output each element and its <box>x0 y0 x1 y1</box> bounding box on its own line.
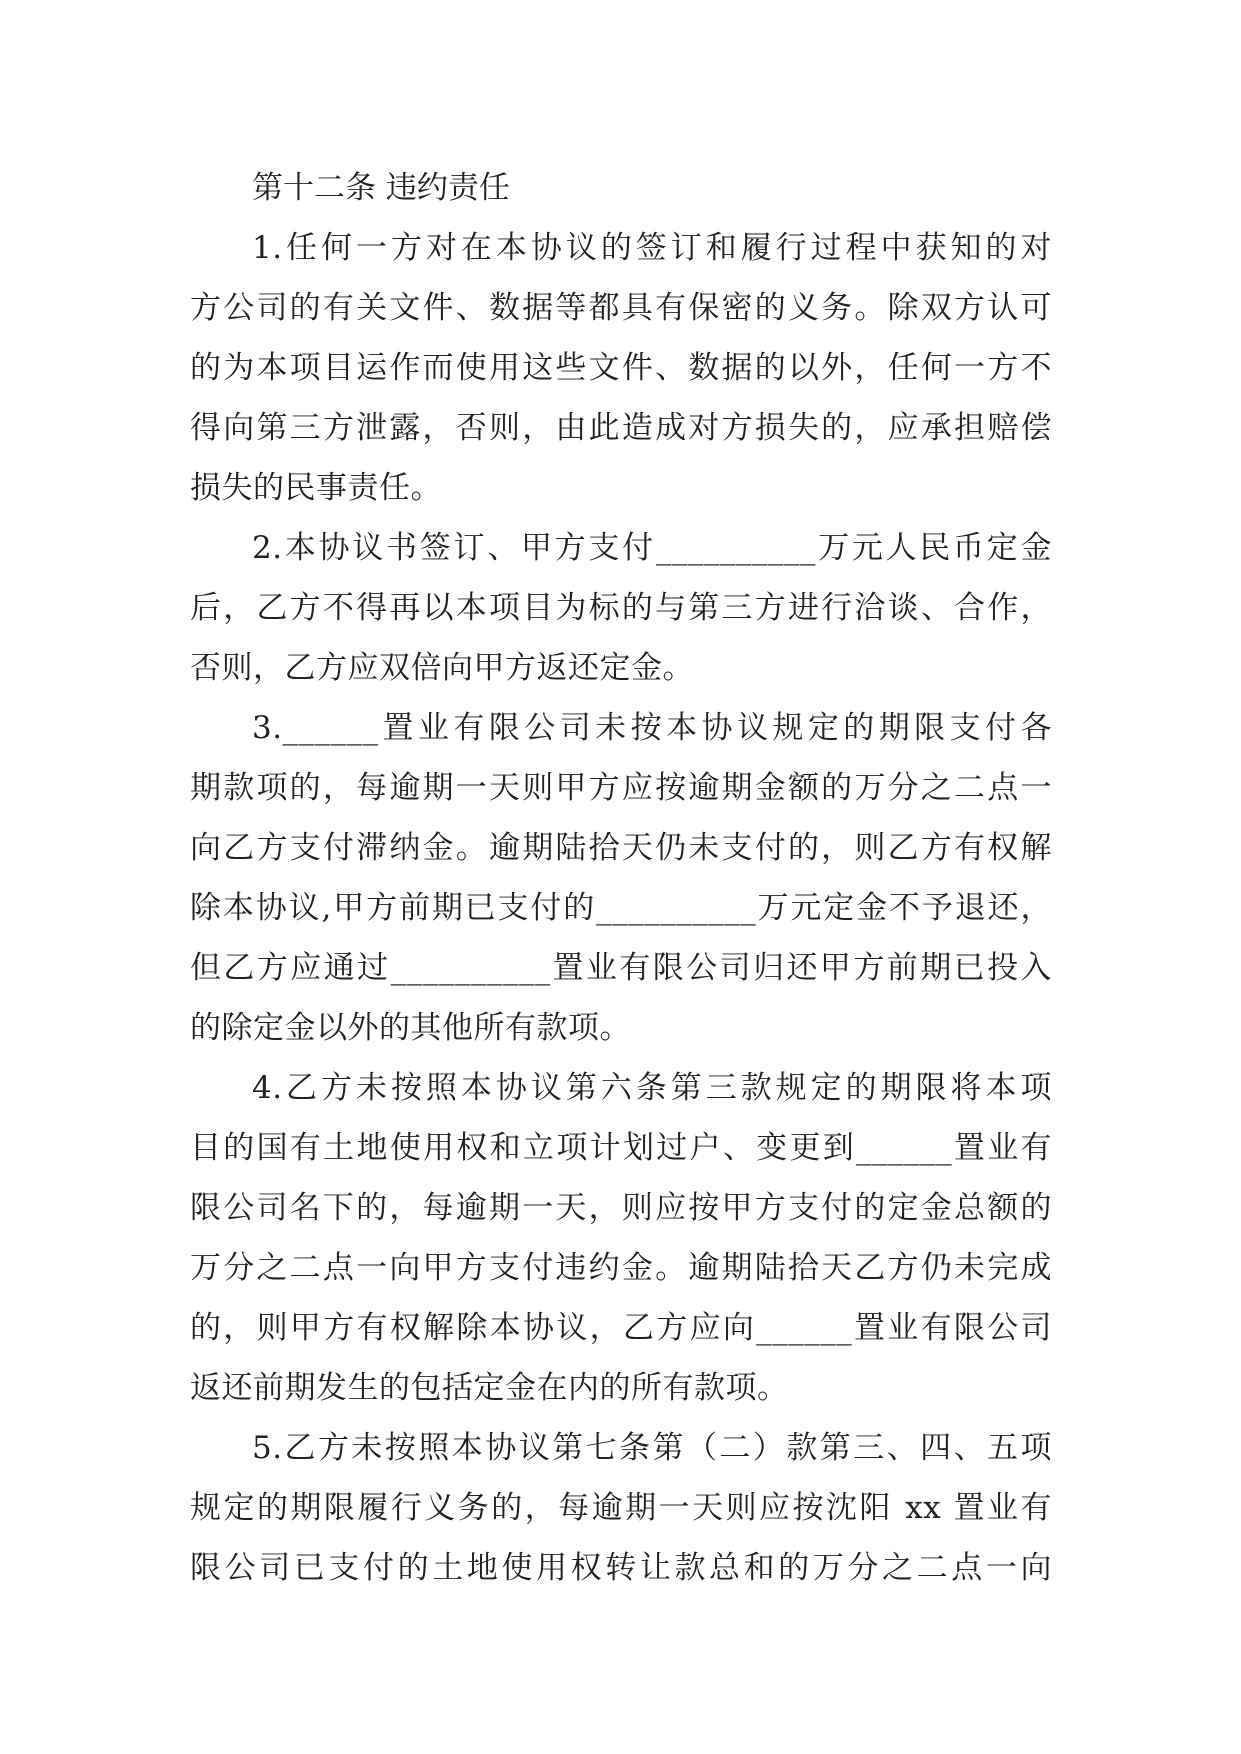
text-line: 3.______置业有限公司未按本协议规定的期限支付各 <box>252 710 1052 746</box>
clause-5 <box>190 1418 1052 1598</box>
clause-2 <box>190 518 1052 698</box>
text-line: 目的国有土地使用权和立项计划过户、变更到______置业有 <box>190 1130 1052 1166</box>
text-line: 限公司名下的，每逾期一天，则应按甲方支付的定金总额的 <box>190 1190 1052 1226</box>
text-line: 向乙方支付滞纳金。逾期陆拾天仍未支付的，则乙方有权解 <box>190 830 1052 866</box>
text-line: 除本协议,甲方前期已支付的__________万元定金不予退还， <box>190 890 1052 926</box>
text-line: 5.乙方未按照本协议第七条第（二）款第三、四、五项 <box>252 1430 1052 1466</box>
text-line: 规定的期限履行义务的，每逾期一天则应按沈阳 xx 置业有 <box>190 1490 1052 1526</box>
text-line: 1.任何一方对在本协议的签订和履行过程中获知的对 <box>252 230 1052 266</box>
clause-4 <box>190 1058 1052 1418</box>
section-heading: 第十二条 违约责任 <box>252 170 510 206</box>
clause-1 <box>190 218 1052 518</box>
text-line: 期款项的，每逾期一天则甲方应按逾期金额的万分之二点一 <box>190 770 1052 806</box>
text-line: 限公司已支付的土地使用权转让款总和的万分之二点一向 <box>190 1550 1052 1586</box>
text-line: 损失的民事责任。 <box>190 470 442 506</box>
text-line: 的为本项目运作而使用这些文件、数据的以外，任何一方不 <box>190 350 1052 386</box>
document-body <box>190 158 1052 1598</box>
text-line: 返还前期发生的包括定金在内的所有款项。 <box>190 1370 789 1406</box>
text-line: 的除定金以外的其他所有款项。 <box>190 1010 631 1046</box>
text-line: 否则，乙方应双倍向甲方返还定金。 <box>190 650 694 686</box>
text-line: 2.本协议书签订、甲方支付__________万元人民币定金 <box>252 530 1052 566</box>
text-line: 但乙方应通过__________置业有限公司归还甲方前期已投入 <box>190 950 1052 986</box>
clause-3 <box>190 698 1052 1058</box>
text-line: 的，则甲方有权解除本协议，乙方应向______置业有限公司 <box>190 1310 1052 1346</box>
text-line: 方公司的有关文件、数据等都具有保密的义务。除双方认可 <box>190 290 1052 326</box>
text-line: 4.乙方未按照本协议第六条第三款规定的期限将本项 <box>252 1070 1052 1106</box>
text-line: 万分之二点一向甲方支付违约金。逾期陆拾天乙方仍未完成 <box>190 1250 1052 1286</box>
text-line: 得向第三方泄露，否则，由此造成对方损失的，应承担赔偿 <box>190 410 1052 446</box>
text-line: 后，乙方不得再以本项目为标的与第三方进行洽谈、合作， <box>190 590 1052 626</box>
